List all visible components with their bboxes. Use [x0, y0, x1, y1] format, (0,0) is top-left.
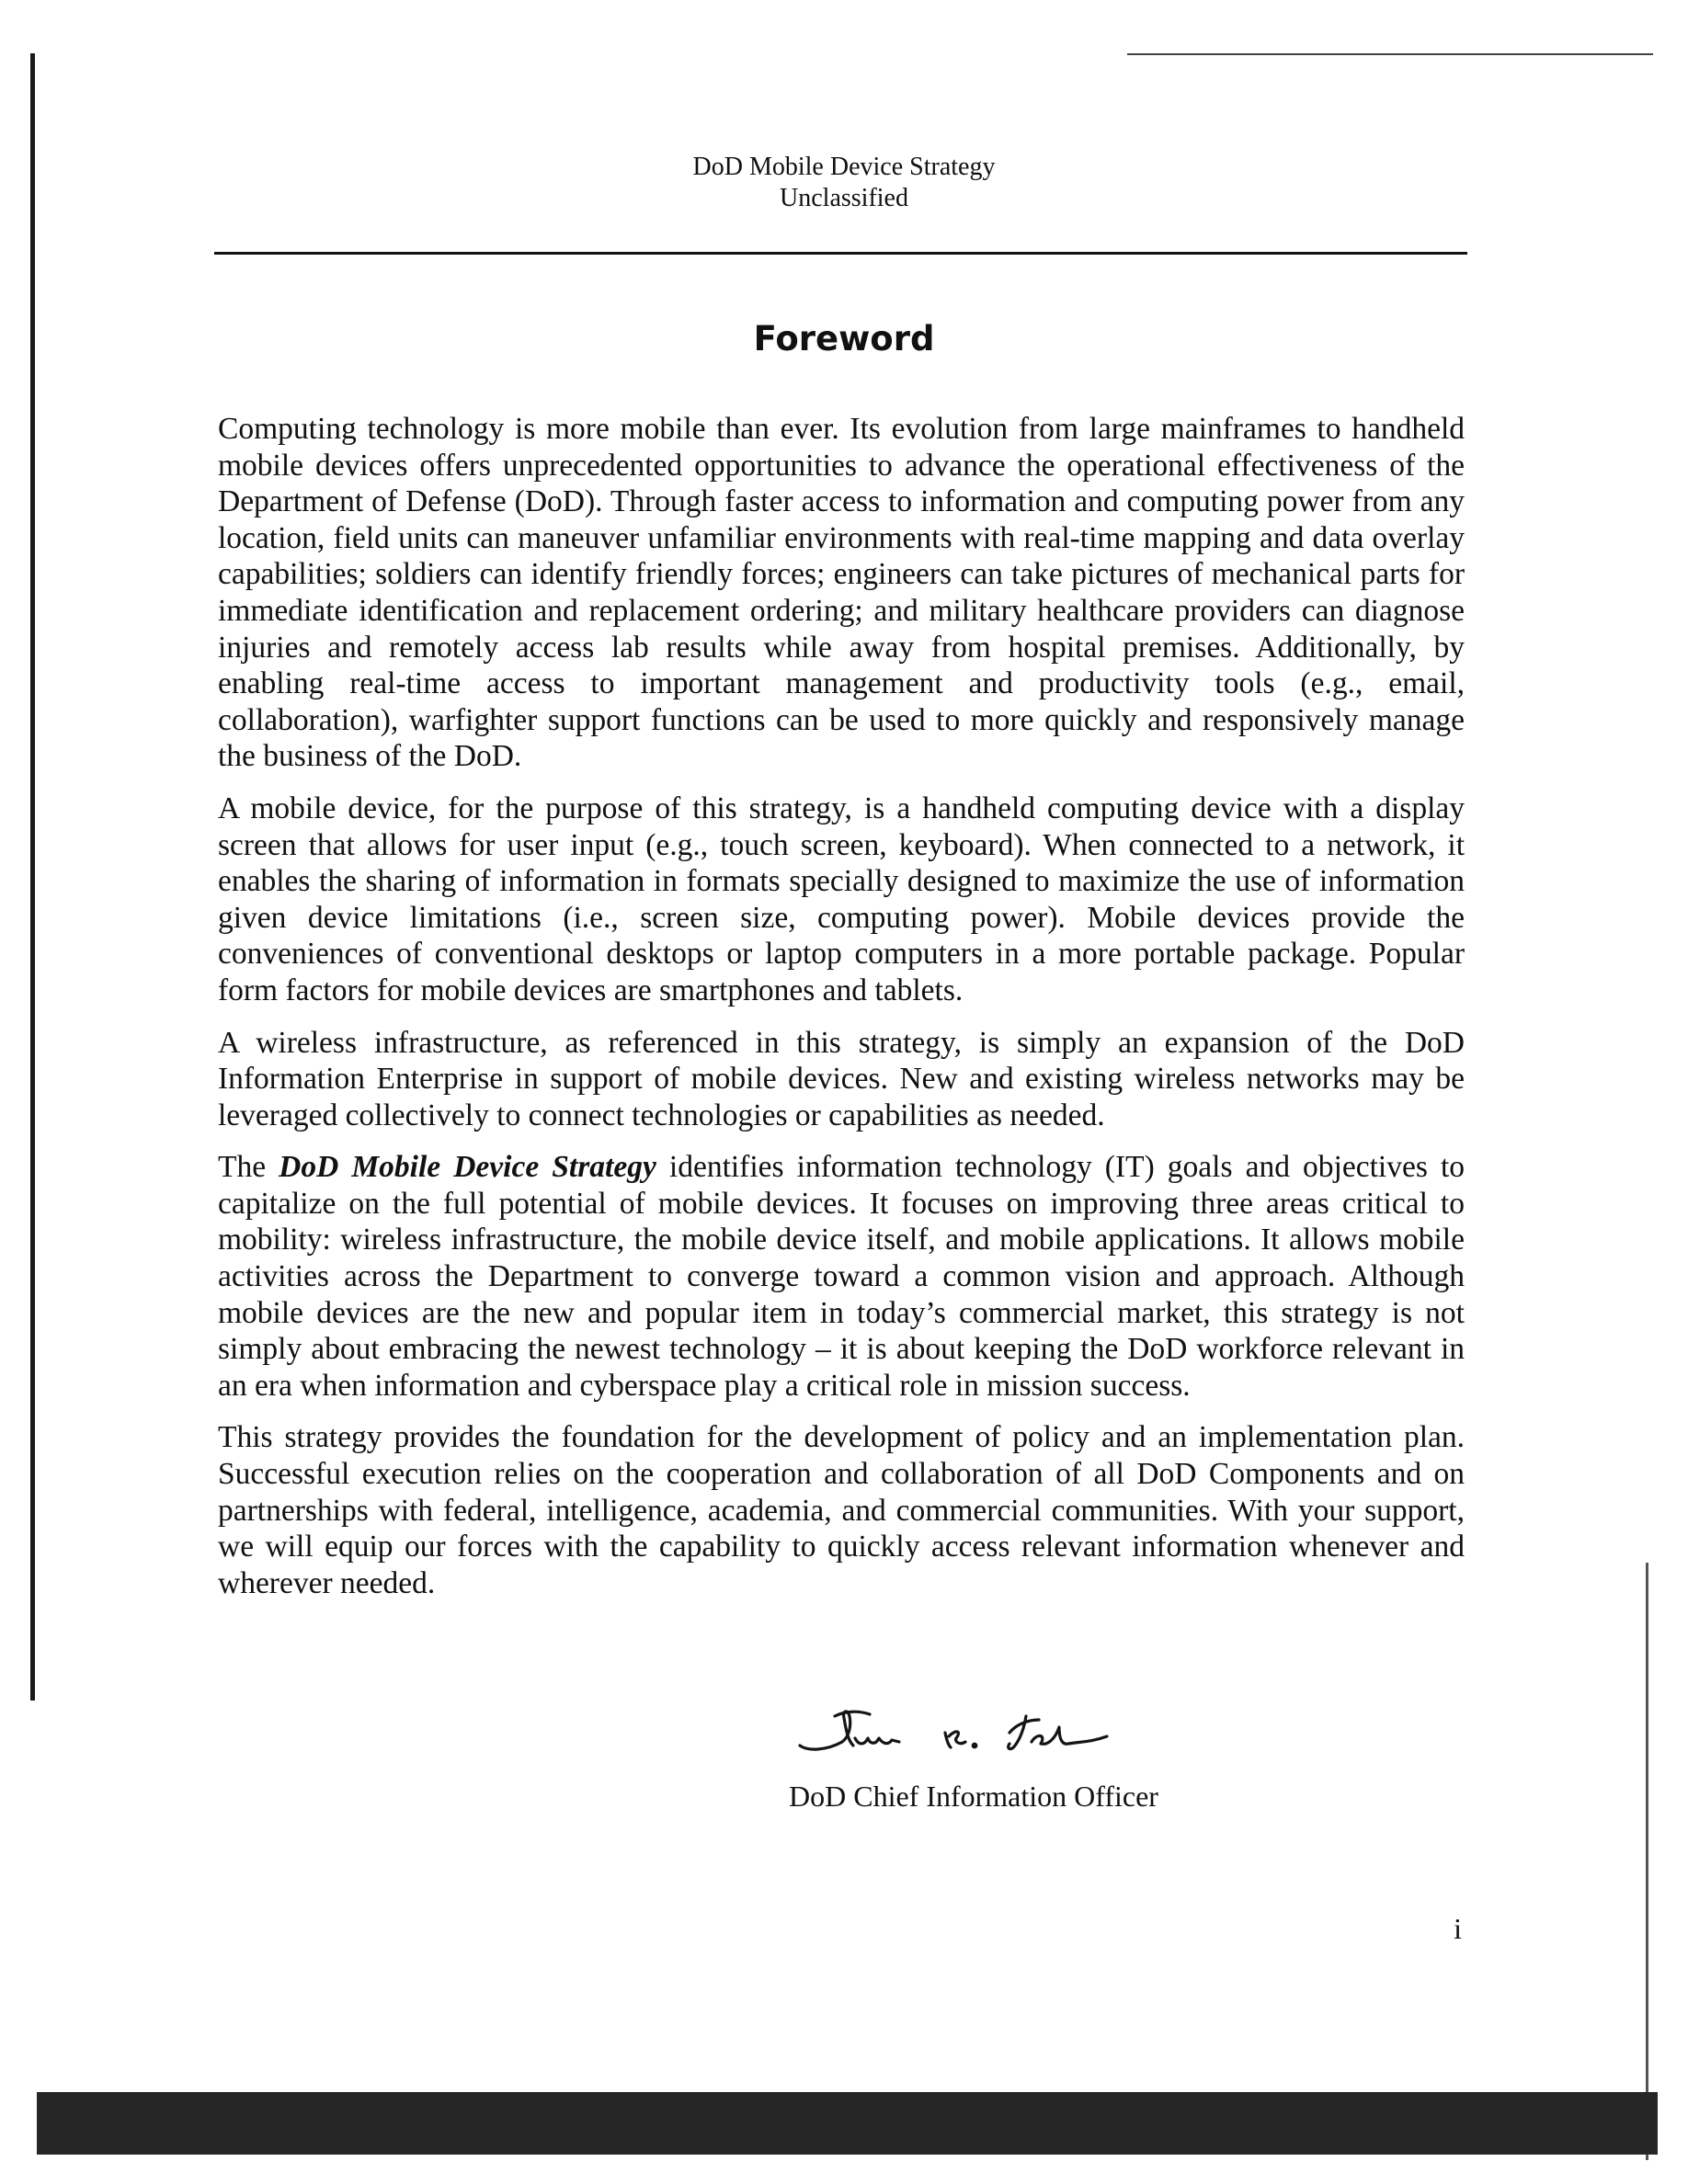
paragraph-1: Computing technology is more mobile than ever. Its evolution from large mainframes to handheld mobile devices offers unprecedented opportunities to advance the operational effectiveness of the Department of Defense (DoD). Through faster access to information and computing power from any location, field units can maneuver unfamiliar environments with real-time mapping and data overlay capabilities; soldiers can identify friendly forces; engineers can take pictures of mechanical parts for immediate identification and replacement ordering; and military healthcare providers can diagnose injuries and remotely access lab results while away from hospital premises. Additionally, by enabling real-time access to important management and productivity tools (e.g., email, collaboration), warfighter support functions can be used to more quickly and responsively manage the business of the DoD. [218, 412, 1465, 774]
scan-top-line [1127, 53, 1653, 55]
paragraph-5: This strategy provides the foundation for the development of policy and an implementation plan. Successful execution relies on the cooperation and collaboration of all DoD Components and on partnerships with federal, intelligence, academia, and commercial communities. With your support, we will equip our forces with the capability to quickly access relevant information whenever and wherever needed. [218, 1420, 1465, 1600]
strategy-title-emphasis: DoD Mobile Device Strategy [279, 1150, 656, 1185]
paragraph-3: A wireless infrastructure, as referenced in this strategy, is simply an expansion of the DoD Information Enterprise in support of mobile devices. New and existing wireless networks may be leveraged collectively to connect technologies or capabilities as needed. [218, 1025, 1465, 1132]
foreword-body [218, 411, 1465, 1617]
scan-left-edge [30, 53, 35, 1701]
page-header [0, 152, 1688, 214]
signer-title: DoD Chief Information Officer [789, 1780, 1158, 1813]
scan-right-edge [1646, 1563, 1648, 2160]
paragraph-4-text: identifies information technology (IT) goals and objectives to capitalize on the full potential of mobile devices. It focuses on improving three areas critical to mobility: wireless infrastructure, the mobile device itself, and mobile applications. It allows mobile activities across the Department to converge toward a common vision and approach. Although mobile devices are the new and popular item in today’s commercial market, this strategy is not simply about embracing the newest technology – it is about keeping the DoD workforce relevant in an era when information and cyberspace play a critical role in mission success. [218, 1150, 1465, 1403]
header-divider [214, 252, 1467, 255]
scan-bottom-band [37, 2092, 1658, 2155]
paragraph-4 [218, 1149, 1465, 1404]
page-number: i [1454, 1912, 1462, 1945]
header-classification: Unclassified [780, 184, 908, 212]
paragraph-4-lead: The [218, 1150, 279, 1185]
header-document-title: DoD Mobile Device Strategy [692, 153, 996, 181]
page-title: Foreword [753, 319, 935, 358]
handwritten-signature [798, 1705, 1166, 1760]
paragraph-2: A mobile device, for the purpose of this strategy, is a handheld computing device with a display screen that allows for user input (e.g., touch screen, keyboard). When connected to a network, it enables the sharing of information in formats specially designed to maximize the use of information given device limitations (i.e., screen size, computing power). Mobile devices provide the conveniences of conventional desktops or laptop computers in a more portable package. Popular form factors for mobile devices are smartphones and tablets. [218, 791, 1465, 1007]
